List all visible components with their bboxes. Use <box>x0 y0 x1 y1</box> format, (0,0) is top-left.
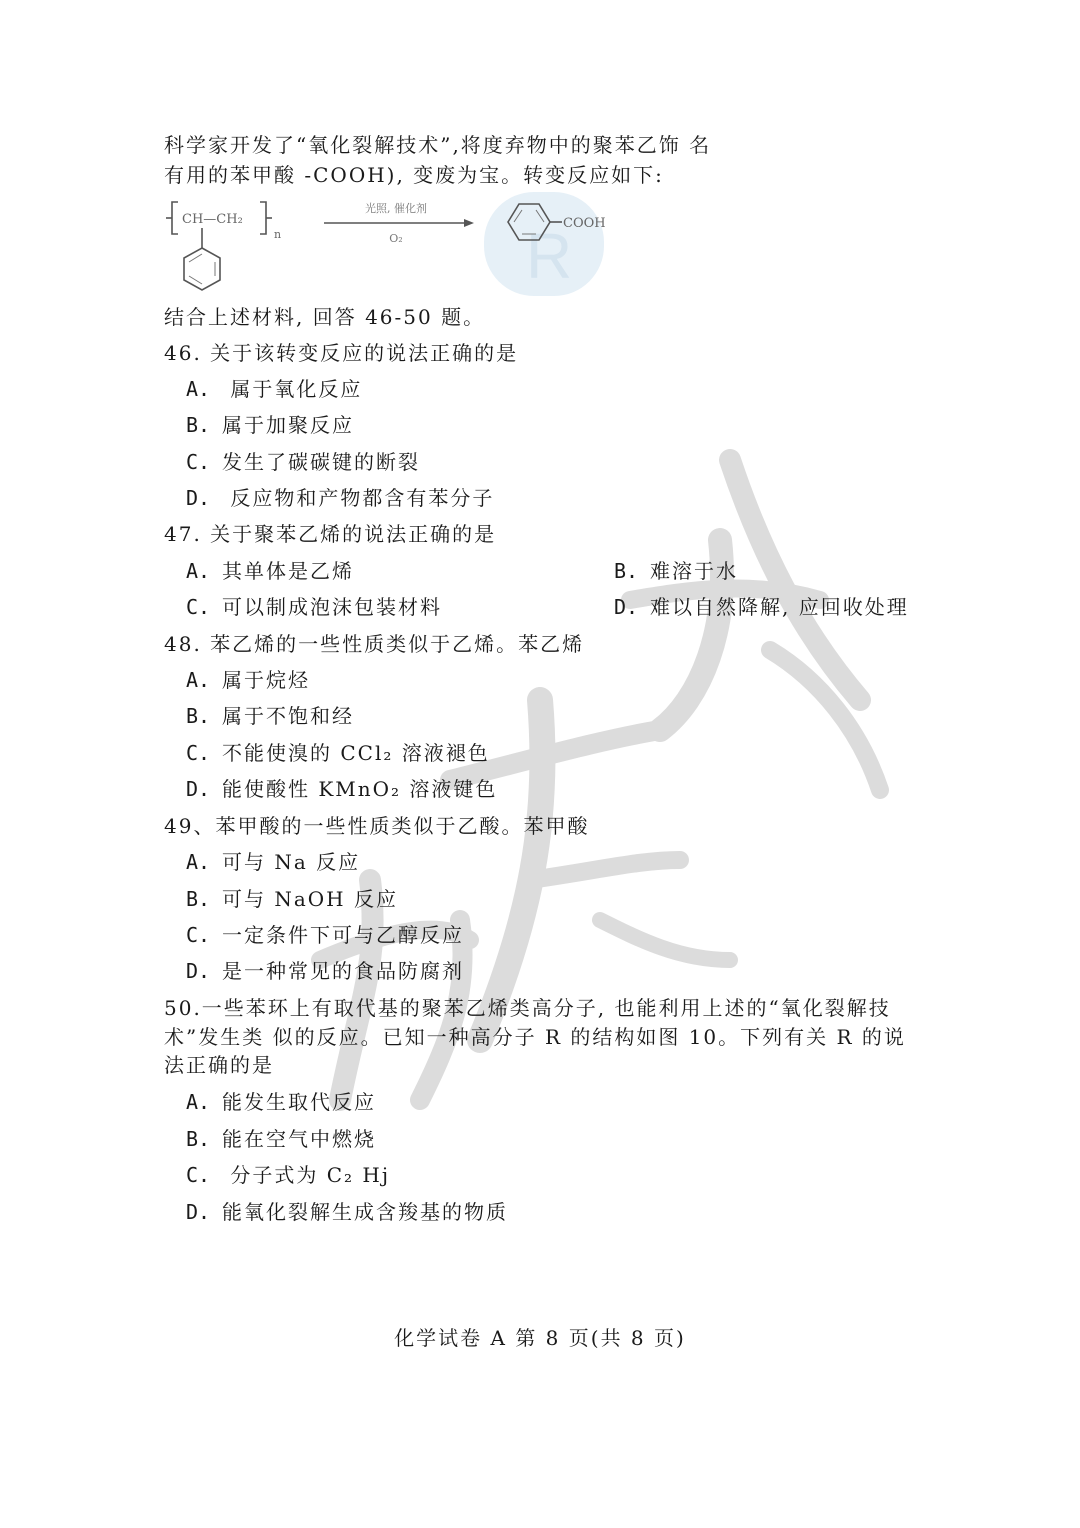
reactant-label: CH—CH₂ <box>182 212 243 227</box>
option-text: 属于不饱和经 <box>222 704 354 728</box>
option-letter: D. <box>186 777 211 801</box>
q48-option-b <box>186 703 354 729</box>
q50-option-d <box>186 1199 508 1225</box>
polymer-bracket-right <box>260 202 266 234</box>
option-letter: C. <box>186 450 211 474</box>
q47-option-d <box>614 594 909 620</box>
option-text: 能使酸性 KMnO₂ 溶液键色 <box>222 777 498 801</box>
option-letter: B. <box>186 887 211 911</box>
q47-option-a <box>186 558 354 584</box>
polymer-subscript: n <box>274 228 282 241</box>
product-watermark-letter: R <box>526 220 573 292</box>
option-text: 其单体是乙烯 <box>222 559 354 583</box>
q50-option-a <box>186 1089 376 1115</box>
option-letter: C. <box>186 1163 211 1187</box>
reaction-arrow-head <box>464 219 474 227</box>
q48-option-c <box>186 740 490 766</box>
arrow-condition-top: 光照, 催化剂 <box>365 202 427 215</box>
polymer-bracket-left <box>172 202 178 234</box>
option-text: 发生了碳碳键的断裂 <box>222 450 420 474</box>
option-text: 反应物和产物都含有苯分子 <box>222 486 495 510</box>
option-letter: D. <box>186 959 211 983</box>
option-text: 属于烷烃 <box>222 668 310 692</box>
q49-stem: 49、苯甲酸的一些性质类似于乙酸。苯甲酸 <box>164 814 590 838</box>
option-text: 属于氧化反应 <box>222 377 363 401</box>
option-text: 属于加聚反应 <box>222 413 354 437</box>
option-text: 分子式为 C₂ Hj <box>222 1163 391 1187</box>
option-letter: D. <box>186 1200 211 1224</box>
q46-option-b <box>186 412 354 438</box>
q47-option-b <box>614 558 738 584</box>
option-text: 难溶于水 <box>650 559 738 583</box>
option-letter: A. <box>186 668 211 692</box>
option-letter: C. <box>186 595 211 619</box>
q50-stem-line-1: 50.一些苯环上有取代基的聚苯乙烯类高分子, 也能利用上述的“氧化裂解技 <box>164 996 891 1020</box>
option-text: 可与 NaOH 反应 <box>222 887 398 911</box>
option-text: 不能使溴的 CCl₂ 溶液褪色 <box>222 741 490 765</box>
option-letter: C. <box>186 741 211 765</box>
arrow-condition-bottom: O₂ <box>389 232 403 245</box>
q48-option-d <box>186 776 497 802</box>
option-text: 一定条件下可与乙醇反应 <box>222 923 464 947</box>
q46-stem: 46. 关于该转变反应的说法正确的是 <box>164 341 519 365</box>
q48-stem: 48. 苯乙烯的一些性质类似于乙烯。苯乙烯 <box>164 632 585 656</box>
product-label: COOH <box>563 216 606 231</box>
q48-option-a <box>186 667 310 693</box>
option-text: 可以制成泡沫包装材料 <box>222 595 442 619</box>
option-letter: A. <box>186 1090 211 1114</box>
option-letter: A. <box>186 559 211 583</box>
option-text: 能氧化裂解生成含羧基的物质 <box>222 1200 508 1224</box>
q46-option-d <box>186 485 494 511</box>
option-text: 能在空气中燃烧 <box>222 1127 376 1151</box>
option-text: 能发生取代反应 <box>222 1090 376 1114</box>
q49-option-a <box>186 849 360 875</box>
option-letter: D. <box>186 486 211 510</box>
q46-option-a <box>186 376 362 402</box>
q47-option-c <box>186 594 442 620</box>
option-letter: C. <box>186 923 211 947</box>
option-text: 可与 Na 反应 <box>222 850 361 874</box>
q50-stem-line-2: 术”发生类 似的反应。已知一种高分子 R 的结构如图 10。下列有关 R 的说 <box>164 1025 906 1049</box>
q49-option-b <box>186 886 398 912</box>
q50-option-b <box>186 1126 376 1152</box>
option-letter: B. <box>186 413 211 437</box>
reaction-diagram <box>164 190 624 298</box>
option-text: 难以自然降解, 应回收处理 <box>650 595 909 619</box>
option-letter: B. <box>186 704 211 728</box>
q50-stem-line-3: 法正确的是 <box>164 1053 274 1077</box>
q50-option-c <box>186 1162 390 1188</box>
q47-stem: 47. 关于聚苯乙烯的说法正确的是 <box>164 522 497 546</box>
option-letter: D. <box>614 595 639 619</box>
intro-line-2: 有用的苯甲酸 -COOH), 变废为宝。转变反应如下: <box>164 163 664 187</box>
option-letter: A. <box>186 850 211 874</box>
q49-option-c <box>186 922 464 948</box>
q49-option-d <box>186 958 464 984</box>
option-text: 是一种常见的食品防腐剂 <box>222 959 464 983</box>
page-footer: 化学试卷 A 第 8 页(共 8 页) <box>394 1326 686 1350</box>
q46-option-c <box>186 449 420 475</box>
option-letter: B. <box>614 559 639 583</box>
reactant-ring-inner <box>189 254 215 284</box>
option-letter: A. <box>186 377 211 401</box>
lead-line: 结合上述材料, 回答 46-50 题。 <box>164 305 486 329</box>
intro-line-1: 科学家开发了“氧化裂解技术”,将度弃物中的聚苯乙饰 名 <box>164 133 712 157</box>
option-letter: B. <box>186 1127 211 1151</box>
